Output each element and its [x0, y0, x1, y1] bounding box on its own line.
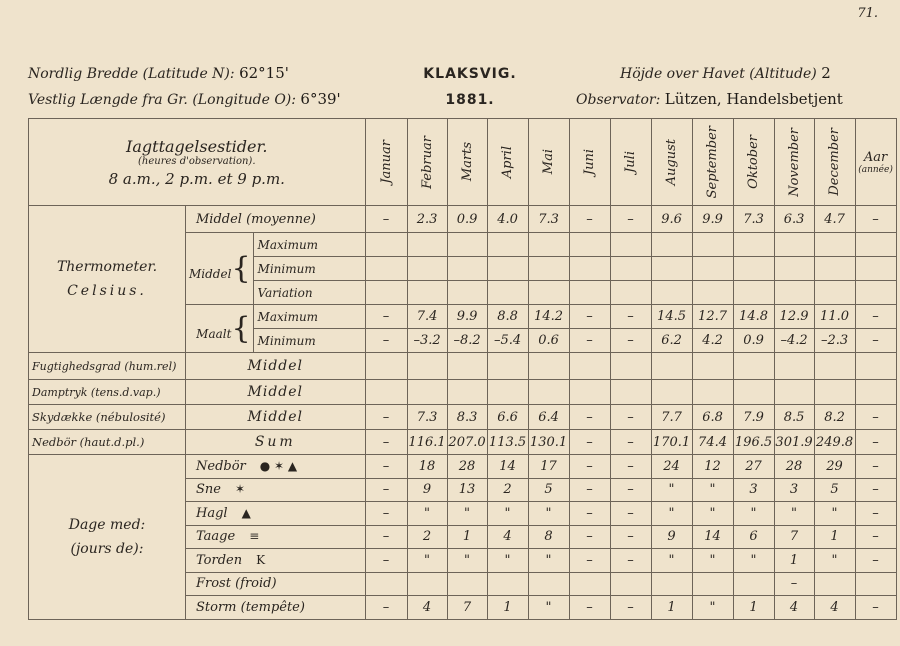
observer-value: Lützen, Handelsbetjent: [664, 90, 843, 108]
value-cell: 3: [733, 478, 774, 502]
value-cell: –: [855, 478, 896, 502]
month-header-row: [29, 119, 897, 206]
month-header: December: [814, 119, 855, 206]
value-cell: ": [733, 502, 774, 526]
value-cell: 1: [651, 596, 692, 620]
value-cell: ": [487, 549, 528, 573]
year-header-sub: (année): [858, 164, 893, 175]
value-cell: 13: [447, 478, 487, 502]
middel-moyenne-label: Middel (moyenne): [186, 206, 366, 233]
value-cell: 207.0: [447, 430, 487, 455]
value-cell: 18: [407, 455, 447, 479]
middel-label: Middel{: [186, 233, 254, 305]
cloud-cover-label: Skydække (nébulosité): [29, 405, 186, 430]
month-header: Marts: [447, 119, 487, 206]
value-cell: 12: [692, 455, 733, 479]
value-cell: 4.0: [487, 206, 528, 233]
value-cell: ": [814, 502, 855, 526]
table-row: [29, 430, 897, 455]
value-cell: [569, 572, 610, 596]
value-cell: –5.4: [487, 329, 528, 353]
weather-symbol-icon: K: [256, 552, 266, 567]
latitude-line: [28, 64, 289, 82]
latitude-label: Nordlig Bredde (Latitude N):: [28, 66, 235, 82]
days-row-label: [186, 525, 366, 549]
brace-glyph: {: [231, 250, 251, 286]
value-cell: [855, 572, 896, 596]
days-group-label: [29, 455, 186, 620]
value-cell: [692, 572, 733, 596]
table-row: [29, 405, 897, 430]
value-cell: –: [610, 329, 651, 353]
value-cell: –: [610, 206, 651, 233]
value-cell: ": [733, 549, 774, 573]
value-cell: 301.9: [774, 430, 814, 455]
observer-line: [576, 90, 843, 108]
value-cell: ": [814, 549, 855, 573]
value-cell: 2: [407, 525, 447, 549]
value-cell: 5: [528, 478, 569, 502]
minimum-label: Minimum: [253, 257, 365, 281]
value-cell: 170.1: [651, 430, 692, 455]
value-cell: –: [569, 206, 610, 233]
value-cell: 0.6: [528, 329, 569, 353]
value-cell: ": [528, 596, 569, 620]
value-cell: –: [365, 478, 407, 502]
longitude-label: Vestlig Længde fra Gr. (Longitude O):: [28, 92, 296, 108]
station-name: KLAKSVIG.: [423, 66, 517, 82]
value-cell: 29: [814, 455, 855, 479]
value-cell: 11.0: [814, 305, 855, 329]
value-cell: –: [365, 525, 407, 549]
value-cell: 4: [407, 596, 447, 620]
weather-symbol-icon: ▲: [241, 505, 251, 520]
observation-times-subtitle: (heures d'observation).: [138, 155, 256, 167]
altitude-label: Höjde over Havet (Altitude): [620, 66, 817, 82]
value-cell: 130.1: [528, 430, 569, 455]
month-header: Januar: [365, 119, 407, 206]
value-cell: 5: [814, 478, 855, 502]
value-cell: 12.9: [774, 305, 814, 329]
value-cell: [651, 572, 692, 596]
value-cell: 14.5: [651, 305, 692, 329]
value-cell: 4.2: [692, 329, 733, 353]
value-cell: –: [855, 405, 896, 430]
days-group-subtitle: (jours de):: [70, 540, 144, 557]
longitude-line: [28, 90, 341, 108]
value-cell: 8.8: [487, 305, 528, 329]
value-cell: –: [855, 525, 896, 549]
days-row-label: [186, 549, 366, 573]
table-row: [29, 353, 897, 380]
page-number: 71.: [857, 6, 878, 21]
value-cell: ": [447, 549, 487, 573]
value-cell: –: [610, 525, 651, 549]
vapour-label: Damptryk (tens.d.vap.): [29, 380, 186, 405]
value-cell: 8.5: [774, 405, 814, 430]
value-cell: 1: [487, 596, 528, 620]
value-cell: –: [610, 455, 651, 479]
value-cell: 2.3: [407, 206, 447, 233]
observer-label: Observator:: [576, 92, 661, 108]
value-cell: 12.7: [692, 305, 733, 329]
brace-glyph: {: [231, 310, 251, 346]
cloud-cover-middel: Middel: [186, 405, 366, 430]
value-cell: ": [447, 502, 487, 526]
value-cell: 7.7: [651, 405, 692, 430]
value-cell: –: [569, 596, 610, 620]
thermometer-group-label: Thermometer. Celsius.: [29, 206, 186, 353]
value-cell: 9.9: [692, 206, 733, 233]
value-cell: ": [692, 549, 733, 573]
value-cell: 1: [774, 549, 814, 573]
value-cell: –: [365, 455, 407, 479]
weather-symbol-icon: ≡: [249, 529, 260, 544]
month-header: August: [651, 119, 692, 206]
month-header: Juli: [610, 119, 651, 206]
observation-times-values: 8 a.m., 2 p.m. et 9 p.m.: [108, 169, 285, 188]
value-cell: –: [610, 549, 651, 573]
month-header: Mai: [528, 119, 569, 206]
year-header-label: Aar: [863, 149, 888, 165]
value-cell: [528, 572, 569, 596]
days-row-label-text: Nedbör: [196, 458, 246, 474]
value-cell: –2.3: [814, 329, 855, 353]
value-cell: –: [774, 572, 814, 596]
days-row-label: [186, 596, 366, 620]
value-cell: 27: [733, 455, 774, 479]
value-cell: 4.7: [814, 206, 855, 233]
value-cell: [733, 572, 774, 596]
value-cell: 14.8: [733, 305, 774, 329]
days-row-label-text: Taage: [196, 529, 236, 545]
value-cell: 113.5: [487, 430, 528, 455]
value-cell: 9.6: [651, 206, 692, 233]
days-section: [29, 455, 897, 620]
observation-times-cell: [29, 119, 366, 206]
precipitation-sum: Sum: [186, 430, 366, 455]
value-cell: –: [855, 329, 896, 353]
observation-table: [28, 118, 897, 620]
value-cell: 7.3: [733, 206, 774, 233]
weather-symbol-icon: ✶: [234, 482, 246, 497]
value-cell: –: [610, 405, 651, 430]
value-cell: 0.9: [733, 329, 774, 353]
value-cell: 4: [487, 525, 528, 549]
value-cell: 249.8: [814, 430, 855, 455]
value-cell: –: [855, 305, 896, 329]
value-cell: 8: [528, 525, 569, 549]
value-cell: 14: [487, 455, 528, 479]
value-cell: [447, 572, 487, 596]
value-cell: –: [365, 502, 407, 526]
value-cell: –: [855, 596, 896, 620]
value-cell: –: [365, 430, 407, 455]
value-cell: ": [692, 502, 733, 526]
value-cell: –: [569, 455, 610, 479]
value-cell: 1: [814, 525, 855, 549]
observation-times-title: Iagttagelsestider.: [126, 136, 268, 156]
value-cell: 14: [692, 525, 733, 549]
days-row-label: [186, 502, 366, 526]
value-cell: 7.4: [407, 305, 447, 329]
maalt-label: Maalt{: [186, 305, 254, 353]
value-cell: 9: [651, 525, 692, 549]
value-cell: 4: [814, 596, 855, 620]
maximum-label: Maximum: [253, 233, 365, 257]
value-cell: –: [855, 549, 896, 573]
value-cell: 7: [774, 525, 814, 549]
value-cell: ": [528, 549, 569, 573]
value-cell: 196.5: [733, 430, 774, 455]
value-cell: 24: [651, 455, 692, 479]
value-cell: ": [692, 596, 733, 620]
value-cell: 7.3: [528, 206, 569, 233]
value-cell: –: [365, 329, 407, 353]
value-cell: ": [407, 502, 447, 526]
month-header: Juni: [569, 119, 610, 206]
days-row: [29, 455, 897, 479]
month-header: Februar: [407, 119, 447, 206]
table-row: [29, 206, 897, 233]
value-cell: –4.2: [774, 329, 814, 353]
latitude-value: 62°15': [239, 64, 289, 82]
value-cell: ": [487, 502, 528, 526]
humidity-middel: Middel: [186, 353, 366, 380]
value-cell: ": [407, 549, 447, 573]
value-cell: 74.4: [692, 430, 733, 455]
days-group-title: Dage med:: [68, 516, 146, 533]
value-cell: –: [610, 305, 651, 329]
value-cell: 28: [774, 455, 814, 479]
value-cell: 28: [447, 455, 487, 479]
value-cell: –: [365, 305, 407, 329]
value-cell: –: [610, 430, 651, 455]
value-cell: –: [610, 502, 651, 526]
month-header: April: [487, 119, 528, 206]
table-row: [29, 380, 897, 405]
value-cell: 2: [487, 478, 528, 502]
value-cell: [407, 572, 447, 596]
value-cell: –3.2: [407, 329, 447, 353]
value-cell: 1: [733, 596, 774, 620]
humidity-label: Fugtighedsgrad (hum.rel): [29, 353, 186, 380]
value-cell: 14.2: [528, 305, 569, 329]
altitude-value: 2: [821, 64, 831, 82]
value-cell: –: [569, 549, 610, 573]
value-cell: 6.8: [692, 405, 733, 430]
weather-symbol-icon: ● ✶ ▲: [259, 458, 298, 473]
days-row-label: [186, 572, 366, 596]
value-cell: [814, 572, 855, 596]
value-cell: –: [569, 305, 610, 329]
value-cell: ": [528, 502, 569, 526]
value-cell: –: [569, 478, 610, 502]
value-cell: 9: [407, 478, 447, 502]
value-cell: 9.9: [447, 305, 487, 329]
abs-maximum-label: Maximum: [253, 305, 365, 329]
value-cell: [365, 572, 407, 596]
value-cell: 17: [528, 455, 569, 479]
vapour-middel: Middel: [186, 380, 366, 405]
precipitation-label: Nedbör (haut.d.pl.): [29, 430, 186, 455]
value-cell: 7.3: [407, 405, 447, 430]
value-cell: ": [651, 502, 692, 526]
value-cell: –: [569, 329, 610, 353]
value-cell: ": [651, 478, 692, 502]
value-cell: 8.3: [447, 405, 487, 430]
value-cell: –: [569, 525, 610, 549]
value-cell: –: [365, 549, 407, 573]
month-header: November: [774, 119, 814, 206]
station-year: 1881.: [445, 92, 495, 108]
value-cell: ": [651, 549, 692, 573]
value-cell: –: [855, 206, 896, 233]
value-cell: 7: [447, 596, 487, 620]
value-cell: –: [855, 455, 896, 479]
value-cell: 7.9: [733, 405, 774, 430]
month-header: Oktober: [733, 119, 774, 206]
value-cell: 6: [733, 525, 774, 549]
value-cell: –: [610, 478, 651, 502]
value-cell: –: [569, 405, 610, 430]
value-cell: 6.2: [651, 329, 692, 353]
value-cell: [487, 572, 528, 596]
value-cell: 6.4: [528, 405, 569, 430]
days-row-label: [186, 455, 366, 479]
value-cell: [610, 572, 651, 596]
value-cell: –: [610, 596, 651, 620]
value-cell: 0.9: [447, 206, 487, 233]
abs-minimum-label: Minimum: [253, 329, 365, 353]
value-cell: –: [365, 206, 407, 233]
year-header: [855, 119, 896, 206]
value-cell: 6.3: [774, 206, 814, 233]
variation-label: Variation: [253, 281, 365, 305]
days-row-label-text: Frost (froid): [196, 576, 277, 592]
altitude-line: [620, 64, 831, 82]
days-row-label-text: Sne: [196, 482, 221, 498]
value-cell: –: [365, 596, 407, 620]
value-cell: 6.6: [487, 405, 528, 430]
days-row-label-text: Storm (tempête): [196, 599, 305, 615]
days-row-label-text: Hagl: [196, 505, 228, 521]
value-cell: ": [692, 478, 733, 502]
value-cell: –: [855, 430, 896, 455]
value-cell: 116.1: [407, 430, 447, 455]
value-cell: –: [569, 430, 610, 455]
longitude-value: 6°39': [300, 90, 341, 108]
days-row-label-text: Torden: [196, 552, 243, 568]
days-row-label: [186, 478, 366, 502]
value-cell: ": [774, 502, 814, 526]
value-cell: –: [855, 502, 896, 526]
value-cell: –: [569, 502, 610, 526]
value-cell: 3: [774, 478, 814, 502]
value-cell: 1: [447, 525, 487, 549]
value-cell: 8.2: [814, 405, 855, 430]
value-cell: –8.2: [447, 329, 487, 353]
month-header: September: [692, 119, 733, 206]
value-cell: 4: [774, 596, 814, 620]
value-cell: –: [365, 405, 407, 430]
